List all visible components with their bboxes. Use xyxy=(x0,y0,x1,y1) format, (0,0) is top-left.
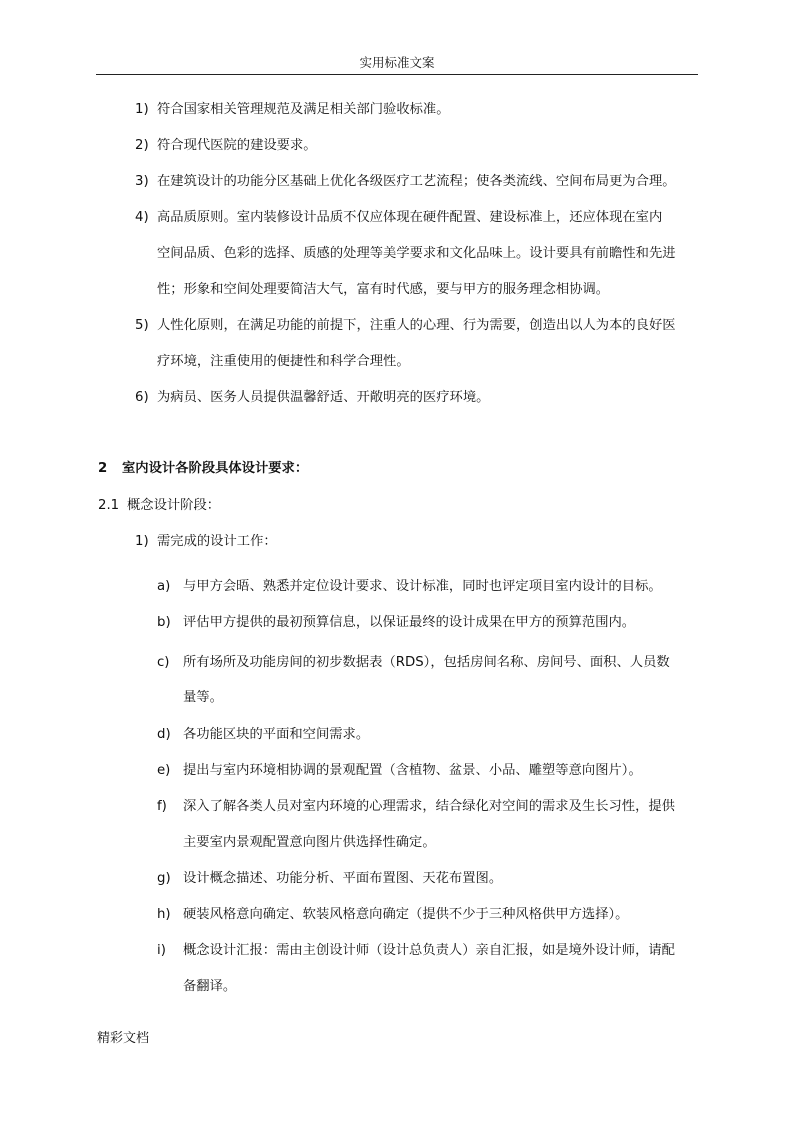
list-item-text: 为病员、医务人员提供温馨舒适、开敞明亮的医疗环境。 xyxy=(157,390,490,405)
page-header: 实用标准文案 xyxy=(359,55,435,70)
task-item-continuation: 量等。 xyxy=(183,690,223,705)
task-marker: e) xyxy=(157,763,171,778)
task-text: 与甲方会晤、熟悉并定位设计要求、设计标准，同时也评定项目室内设计的目标。 xyxy=(183,579,662,594)
section-heading xyxy=(98,460,308,478)
task-marker: a) xyxy=(157,579,171,594)
list-item-text: 需完成的设计工作： xyxy=(157,534,277,549)
task-item-continuation: 主要室内景观配置意向图片供选择性确定。 xyxy=(183,835,436,850)
list-marker: 4) xyxy=(135,210,149,225)
task-marker: h) xyxy=(157,907,171,922)
list-item-text: 符合国家相关管理规范及满足相关部门验收标准。 xyxy=(157,102,450,117)
task-text: 提出与室内环境相协调的景观配置（含植物、盆景、小品、雕塑等意向图片）。 xyxy=(183,763,642,778)
list-marker: 3) xyxy=(135,174,149,189)
list-item-text: 在建筑设计的功能分区基础上优化各级医疗工艺流程；使各类流线、空间布局更为合理。 xyxy=(157,174,676,189)
list-item xyxy=(135,173,676,191)
task-marker: i) xyxy=(157,943,166,958)
task-marker: g) xyxy=(157,871,171,886)
list-marker: 1) xyxy=(135,102,149,117)
task-item xyxy=(157,614,635,632)
task-text: 设计概念描述、功能分析、平面布置图、天花布置图。 xyxy=(183,871,503,886)
list-item xyxy=(135,101,450,119)
task-item xyxy=(157,942,675,960)
list-item-text: 高品质原则。室内装修设计品质不仅应体现在硬件配置、建设标准上，还应体现在室内 xyxy=(157,210,663,225)
page-footer: 精彩文档 xyxy=(97,1031,150,1046)
list-marker: 2) xyxy=(135,138,149,153)
task-item xyxy=(157,762,642,780)
list-marker: 6) xyxy=(135,390,149,405)
task-item xyxy=(157,578,662,596)
list-item-continuation: 性；形象和空间处理要简洁大气，富有时代感，要与甲方的服务理念相协调。 xyxy=(157,282,610,297)
list-item xyxy=(135,533,277,551)
list-item xyxy=(135,389,489,407)
task-marker: f) xyxy=(157,799,167,814)
subsection-number: 2.1 xyxy=(98,498,120,513)
task-text: 概念设计汇报：需由主创设计师（设计总负责人）亲自汇报，如是境外设计师，请配 xyxy=(183,943,675,958)
header-divider xyxy=(96,74,698,75)
list-item xyxy=(135,317,676,335)
list-item xyxy=(135,209,662,227)
task-item xyxy=(157,798,675,816)
list-item xyxy=(135,137,317,155)
task-item xyxy=(157,726,369,744)
subsection-title: 概念设计阶段： xyxy=(127,498,221,513)
task-item xyxy=(157,870,502,888)
task-item xyxy=(157,906,628,924)
list-item-text: 人性化原则，在满足功能的前提下，注重人的心理、行为需要，创造出以人为本的良好医 xyxy=(157,318,676,333)
task-text: 硬装风格意向确定、软装风格意向确定（提供不少于三种风格供甲方选择）。 xyxy=(183,907,629,922)
task-text: 深入了解各类人员对室内环境的心理需求，结合绿化对空间的需求及生长习性，提供 xyxy=(183,799,675,814)
list-item-continuation: 空间品质、色彩的选择、质感的处理等美学要求和文化品味上。设计要具有前瞻性和先进 xyxy=(157,246,676,261)
section-title: 室内设计各阶段具体设计要求： xyxy=(122,461,309,476)
task-marker: d) xyxy=(157,727,171,742)
list-item-continuation: 疗环境，注重使用的便捷性和科学合理性。 xyxy=(157,354,410,369)
task-text: 所有场所及功能房间的初步数据表（RDS），包括房间名称、房间号、面积、人员数 xyxy=(183,655,670,670)
task-item-continuation: 备翻译。 xyxy=(183,979,237,994)
section-number: 2 xyxy=(98,461,108,476)
task-marker: c) xyxy=(157,655,170,670)
task-item xyxy=(157,654,670,672)
list-marker: 1) xyxy=(135,534,149,549)
list-marker: 5) xyxy=(135,318,149,333)
list-item-text: 符合现代医院的建设要求。 xyxy=(157,138,317,153)
task-marker: b) xyxy=(157,615,171,630)
task-text: 各功能区块的平面和空间需求。 xyxy=(183,727,370,742)
task-text: 评估甲方提供的最初预算信息，以保证最终的设计成果在甲方的预算范围内。 xyxy=(183,615,636,630)
subsection-heading xyxy=(98,497,220,515)
